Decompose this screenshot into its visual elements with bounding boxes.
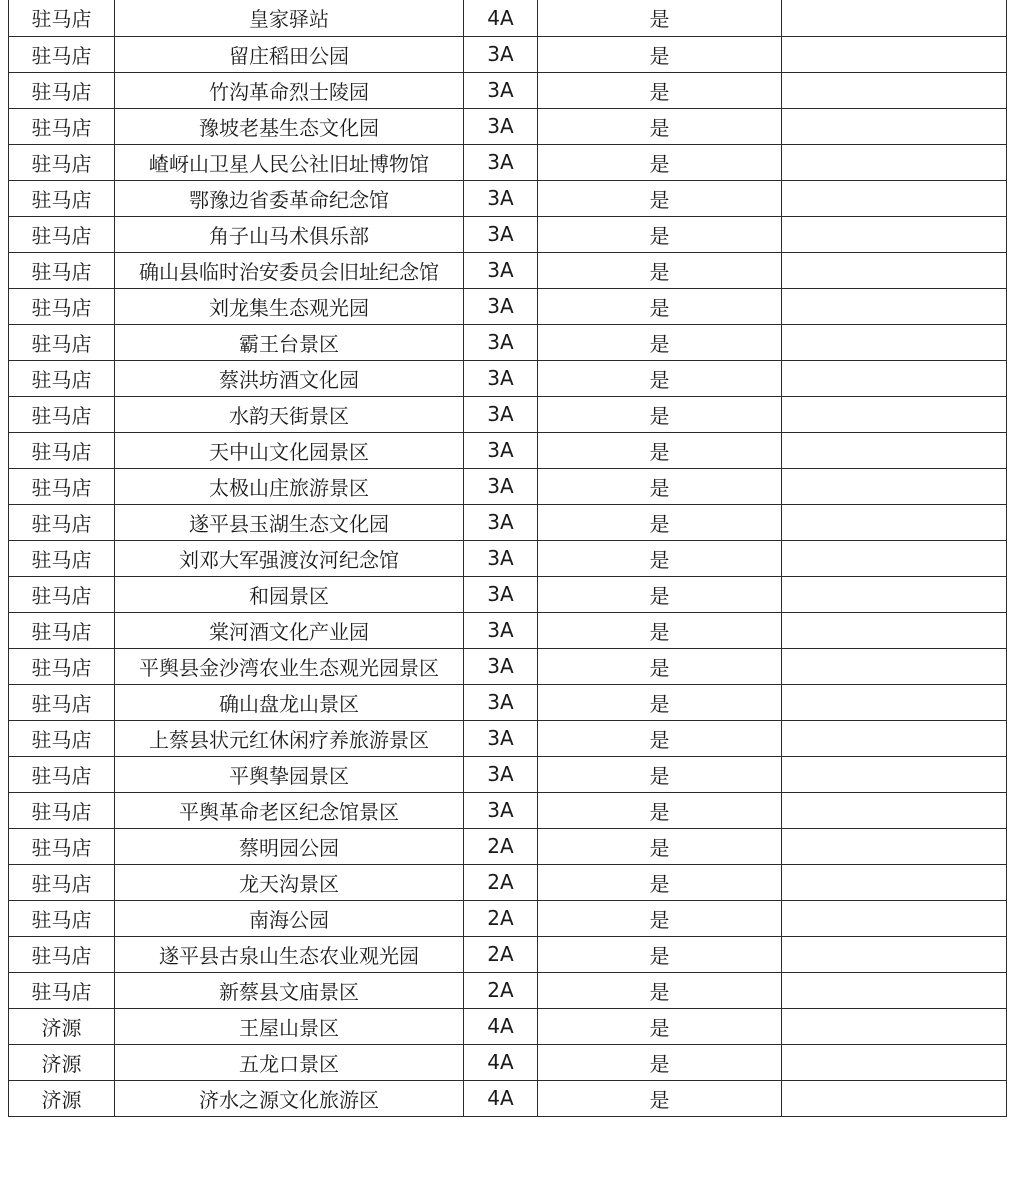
status-cell: 是	[538, 72, 782, 108]
notes-cell	[782, 576, 1007, 612]
table-row	[9, 684, 1007, 720]
status-cell: 是	[538, 432, 782, 468]
notes-cell	[782, 36, 1007, 72]
city-cell: 济源	[9, 1044, 115, 1080]
grade-cell: 3A	[464, 360, 538, 396]
city-cell: 驻马店	[9, 576, 115, 612]
notes-cell	[782, 720, 1007, 756]
scenic-name-cell: 皇家驿站	[115, 0, 464, 36]
scenic-name-cell: 蔡明园公园	[115, 828, 464, 864]
table-row	[9, 720, 1007, 756]
notes-cell	[782, 288, 1007, 324]
city-cell: 驻马店	[9, 432, 115, 468]
notes-cell	[782, 180, 1007, 216]
city-cell: 济源	[9, 1008, 115, 1044]
city-cell: 驻马店	[9, 180, 115, 216]
status-cell: 是	[538, 324, 782, 360]
grade-cell: 4A	[464, 1044, 538, 1080]
scenic-name-cell: 棠河酒文化产业园	[115, 612, 464, 648]
city-cell: 驻马店	[9, 936, 115, 972]
status-cell: 是	[538, 468, 782, 504]
table-row	[9, 324, 1007, 360]
grade-cell: 4A	[464, 1008, 538, 1044]
table-row	[9, 180, 1007, 216]
table-row	[9, 756, 1007, 792]
city-cell: 驻马店	[9, 684, 115, 720]
status-cell: 是	[538, 540, 782, 576]
status-cell: 是	[538, 900, 782, 936]
grade-cell: 3A	[464, 324, 538, 360]
status-cell: 是	[538, 648, 782, 684]
city-cell: 驻马店	[9, 252, 115, 288]
notes-cell	[782, 324, 1007, 360]
table-row	[9, 540, 1007, 576]
grade-cell: 4A	[464, 0, 538, 36]
grade-cell: 4A	[464, 1080, 538, 1116]
grade-cell: 3A	[464, 36, 538, 72]
scenic-name-cell: 确山县临时治安委员会旧址纪念馆	[115, 252, 464, 288]
table-row	[9, 1044, 1007, 1080]
status-cell: 是	[538, 36, 782, 72]
status-cell: 是	[538, 756, 782, 792]
notes-cell	[782, 1008, 1007, 1044]
notes-cell	[782, 1080, 1007, 1116]
status-cell: 是	[538, 504, 782, 540]
status-cell: 是	[538, 720, 782, 756]
scenic-name-cell: 角子山马术俱乐部	[115, 216, 464, 252]
notes-cell	[782, 468, 1007, 504]
grade-cell: 3A	[464, 612, 538, 648]
status-cell: 是	[538, 1008, 782, 1044]
status-cell: 是	[538, 360, 782, 396]
grade-cell: 3A	[464, 540, 538, 576]
city-cell: 济源	[9, 1080, 115, 1116]
grade-cell: 2A	[464, 864, 538, 900]
scenic-name-cell: 水韵天街景区	[115, 396, 464, 432]
table-row	[9, 792, 1007, 828]
scenic-name-cell: 和园景区	[115, 576, 464, 612]
notes-cell	[782, 1044, 1007, 1080]
table-row	[9, 504, 1007, 540]
table-row	[9, 288, 1007, 324]
city-cell: 驻马店	[9, 360, 115, 396]
grade-cell: 3A	[464, 468, 538, 504]
notes-cell	[782, 504, 1007, 540]
grade-cell: 3A	[464, 648, 538, 684]
grade-cell: 3A	[464, 756, 538, 792]
grade-cell: 2A	[464, 936, 538, 972]
status-cell: 是	[538, 288, 782, 324]
grade-cell: 3A	[464, 180, 538, 216]
scenic-name-cell: 嵖岈山卫星人民公社旧址博物馆	[115, 144, 464, 180]
scenic-name-cell: 豫坡老基生态文化园	[115, 108, 464, 144]
city-cell: 驻马店	[9, 792, 115, 828]
grade-cell: 2A	[464, 972, 538, 1008]
status-cell: 是	[538, 180, 782, 216]
status-cell: 是	[538, 216, 782, 252]
notes-cell	[782, 396, 1007, 432]
grade-cell: 3A	[464, 432, 538, 468]
notes-cell	[782, 936, 1007, 972]
status-cell: 是	[538, 252, 782, 288]
grade-cell: 3A	[464, 108, 538, 144]
notes-cell	[782, 900, 1007, 936]
scenic-name-cell: 太极山庄旅游景区	[115, 468, 464, 504]
status-cell: 是	[538, 864, 782, 900]
scenic-name-cell: 龙天沟景区	[115, 864, 464, 900]
city-cell: 驻马店	[9, 864, 115, 900]
table-row	[9, 252, 1007, 288]
scenic-name-cell: 遂平县古泉山生态农业观光园	[115, 936, 464, 972]
grade-cell: 3A	[464, 144, 538, 180]
status-cell: 是	[538, 792, 782, 828]
grade-cell: 3A	[464, 576, 538, 612]
city-cell: 驻马店	[9, 72, 115, 108]
notes-cell	[782, 540, 1007, 576]
table-row	[9, 468, 1007, 504]
notes-cell	[782, 972, 1007, 1008]
table-row	[9, 828, 1007, 864]
table-row	[9, 936, 1007, 972]
grade-cell: 3A	[464, 252, 538, 288]
scenic-area-table	[8, 0, 1007, 1117]
city-cell: 驻马店	[9, 612, 115, 648]
status-cell: 是	[538, 828, 782, 864]
notes-cell	[782, 864, 1007, 900]
status-cell: 是	[538, 1044, 782, 1080]
scenic-name-cell: 天中山文化园景区	[115, 432, 464, 468]
notes-cell	[782, 108, 1007, 144]
scenic-name-cell: 平舆革命老区纪念馆景区	[115, 792, 464, 828]
table-row	[9, 36, 1007, 72]
table-row	[9, 648, 1007, 684]
table-row	[9, 612, 1007, 648]
scenic-name-cell: 确山盘龙山景区	[115, 684, 464, 720]
city-cell: 驻马店	[9, 540, 115, 576]
grade-cell: 3A	[464, 216, 538, 252]
scenic-name-cell: 济水之源文化旅游区	[115, 1080, 464, 1116]
city-cell: 驻马店	[9, 648, 115, 684]
grade-cell: 3A	[464, 684, 538, 720]
table-row	[9, 72, 1007, 108]
status-cell: 是	[538, 684, 782, 720]
scenic-name-cell: 上蔡县状元红休闲疗养旅游景区	[115, 720, 464, 756]
status-cell: 是	[538, 108, 782, 144]
status-cell: 是	[538, 144, 782, 180]
status-cell: 是	[538, 396, 782, 432]
scenic-name-cell: 南海公园	[115, 900, 464, 936]
table-row	[9, 360, 1007, 396]
city-cell: 驻马店	[9, 108, 115, 144]
city-cell: 驻马店	[9, 756, 115, 792]
grade-cell: 2A	[464, 900, 538, 936]
scenic-name-cell: 刘邓大军强渡汝河纪念馆	[115, 540, 464, 576]
notes-cell	[782, 792, 1007, 828]
status-cell: 是	[538, 972, 782, 1008]
grade-cell: 3A	[464, 288, 538, 324]
scenic-name-cell: 遂平县玉湖生态文化园	[115, 504, 464, 540]
city-cell: 驻马店	[9, 468, 115, 504]
scenic-name-cell: 留庄稻田公园	[115, 36, 464, 72]
scenic-name-cell: 王屋山景区	[115, 1008, 464, 1044]
scenic-name-cell: 竹沟革命烈士陵园	[115, 72, 464, 108]
table-row	[9, 900, 1007, 936]
table-row	[9, 432, 1007, 468]
table-row	[9, 1008, 1007, 1044]
notes-cell	[782, 828, 1007, 864]
scenic-name-cell: 新蔡县文庙景区	[115, 972, 464, 1008]
table-row	[9, 1080, 1007, 1116]
grade-cell: 3A	[464, 72, 538, 108]
status-cell: 是	[538, 576, 782, 612]
city-cell: 驻马店	[9, 828, 115, 864]
city-cell: 驻马店	[9, 504, 115, 540]
city-cell: 驻马店	[9, 396, 115, 432]
notes-cell	[782, 684, 1007, 720]
notes-cell	[782, 252, 1007, 288]
notes-cell	[782, 756, 1007, 792]
table-row	[9, 576, 1007, 612]
notes-cell	[782, 72, 1007, 108]
notes-cell	[782, 432, 1007, 468]
scenic-name-cell: 平舆县金沙湾农业生态观光园景区	[115, 648, 464, 684]
notes-cell	[782, 144, 1007, 180]
grade-cell: 3A	[464, 396, 538, 432]
table-row	[9, 972, 1007, 1008]
table-row	[9, 864, 1007, 900]
table-body	[9, 0, 1007, 1116]
grade-cell: 3A	[464, 792, 538, 828]
grade-cell: 3A	[464, 504, 538, 540]
city-cell: 驻马店	[9, 288, 115, 324]
city-cell: 驻马店	[9, 720, 115, 756]
status-cell: 是	[538, 612, 782, 648]
city-cell: 驻马店	[9, 324, 115, 360]
table-row	[9, 396, 1007, 432]
grade-cell: 2A	[464, 828, 538, 864]
table-row	[9, 216, 1007, 252]
city-cell: 驻马店	[9, 972, 115, 1008]
notes-cell	[782, 216, 1007, 252]
scenic-name-cell: 蔡洪坊酒文化园	[115, 360, 464, 396]
status-cell: 是	[538, 936, 782, 972]
city-cell: 驻马店	[9, 0, 115, 36]
status-cell: 是	[538, 1080, 782, 1116]
notes-cell	[782, 360, 1007, 396]
city-cell: 驻马店	[9, 900, 115, 936]
city-cell: 驻马店	[9, 36, 115, 72]
city-cell: 驻马店	[9, 216, 115, 252]
grade-cell: 3A	[464, 720, 538, 756]
table-row	[9, 108, 1007, 144]
table-row	[9, 0, 1007, 36]
scenic-name-cell: 霸王台景区	[115, 324, 464, 360]
scenic-name-cell: 五龙口景区	[115, 1044, 464, 1080]
notes-cell	[782, 612, 1007, 648]
notes-cell	[782, 0, 1007, 36]
notes-cell	[782, 648, 1007, 684]
scenic-name-cell: 刘龙集生态观光园	[115, 288, 464, 324]
table-row	[9, 144, 1007, 180]
city-cell: 驻马店	[9, 144, 115, 180]
scenic-name-cell: 平舆挚园景区	[115, 756, 464, 792]
scenic-name-cell: 鄂豫边省委革命纪念馆	[115, 180, 464, 216]
status-cell: 是	[538, 0, 782, 36]
